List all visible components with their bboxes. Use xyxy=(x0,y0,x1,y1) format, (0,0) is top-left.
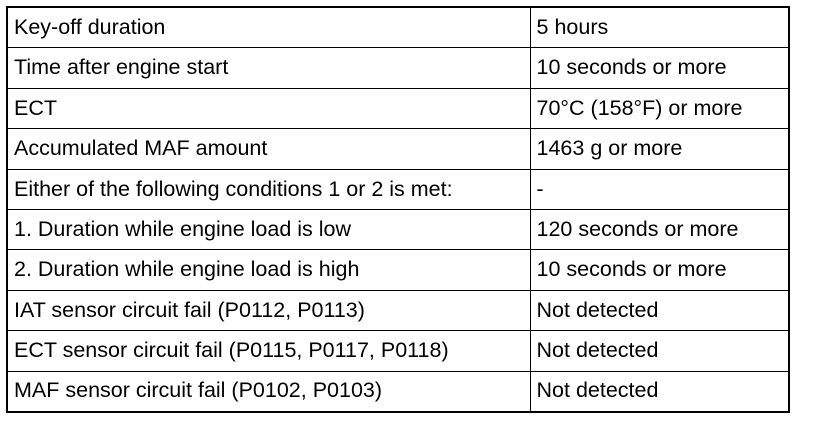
table-row xyxy=(7,48,789,88)
value-cell: 120 seconds or more xyxy=(530,209,789,249)
table-row xyxy=(7,88,789,128)
table-row xyxy=(7,371,789,412)
value-cell: 70°C (158°F) or more xyxy=(530,88,789,128)
value-cell: Not detected xyxy=(530,331,789,371)
table-row xyxy=(7,331,789,371)
value-cell: 1463 g or more xyxy=(530,129,789,169)
table-row xyxy=(7,169,789,209)
condition-cell: 2. Duration while engine load is high xyxy=(7,250,530,290)
table-row xyxy=(7,129,789,169)
table-row xyxy=(7,290,789,330)
value-cell: - xyxy=(530,169,789,209)
condition-cell: ECT xyxy=(7,88,530,128)
table-row xyxy=(7,209,789,249)
value-cell: 10 seconds or more xyxy=(530,250,789,290)
value-cell: 5 hours xyxy=(530,7,789,48)
condition-cell: ECT sensor circuit fail (P0115, P0117, P0118) xyxy=(7,331,530,371)
condition-cell: Either of the following conditions 1 or 2 is met: xyxy=(7,169,530,209)
condition-cell: Accumulated MAF amount xyxy=(7,129,530,169)
condition-cell: 1. Duration while engine load is low xyxy=(7,209,530,249)
condition-cell: IAT sensor circuit fail (P0112, P0113) xyxy=(7,290,530,330)
value-cell: 10 seconds or more xyxy=(530,48,789,88)
value-cell: Not detected xyxy=(530,290,789,330)
table-row xyxy=(7,250,789,290)
condition-cell: MAF sensor circuit fail (P0102, P0103) xyxy=(7,371,530,412)
table-row xyxy=(7,7,789,48)
value-cell: Not detected xyxy=(530,371,789,412)
condition-cell: Key-off duration xyxy=(7,7,530,48)
conditions-table xyxy=(6,6,790,413)
condition-cell: Time after engine start xyxy=(7,48,530,88)
